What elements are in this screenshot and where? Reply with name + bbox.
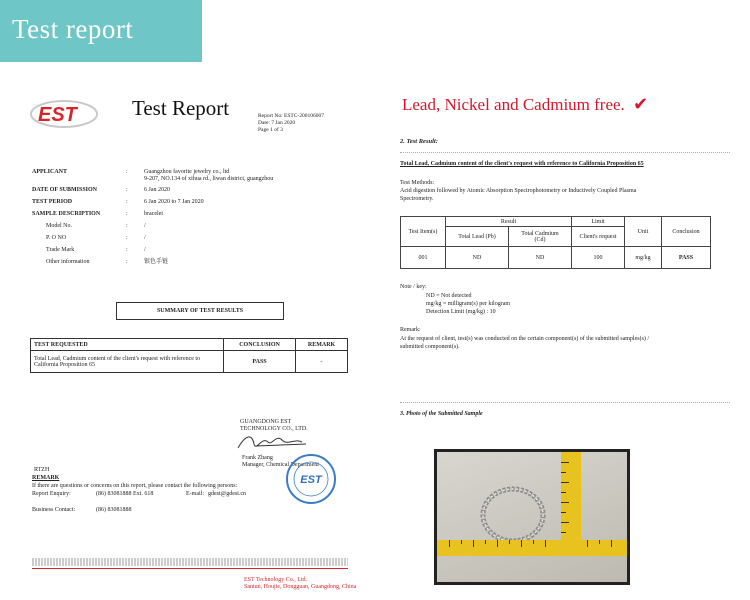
stamp-text: EST [300, 474, 322, 486]
report-number: Report No: ESTC-200106007 [258, 113, 324, 119]
field-label: DATE OF SUBMISSION [32, 187, 98, 193]
fine-print [32, 558, 348, 566]
test-report-page-1: EST Test Report Report No: ESTC-200106007 Date: 7 Jan 2020 Page 1 of 3 APPLICANT : Guangzhou favorite jewelry co., ltd 9-207, NO.134 of xihua rd., liwan district, guangzhou DATE OF SUBMISSION : 6 Jan 2020 TEST PERIOD : 6 Jan 2020 to 7 Jan 2020 SAMPLE DESCRIPTION : bracelet Model No. : / P. O NO : / Trade Mark : / Other information : 银色手链 SUMMARY OF TEST RESULTS TEST REQUESTED CONCLUSION REMARK Total Lead, Cadmium content of the client's request with reference to California Proposition 65 PASS - GUANGDONG EST TECHNOLOGY CO., LTD. Frank Zhang Manager, Chemical Department EST RTZH REMARK If there are questions or concerns on this report, please contact the following persons: Report Enquiry: (86) 83081888 Ext. 618 E-mail: gdest@gdest.cn Business Contact: (86) 83081888 EST Technology Co., Ltd. Santun, Houjie, Dongguan, Guangdong, China [14, 76, 368, 600]
field-label: P. O NO [46, 235, 67, 241]
ruler-horizontal [437, 540, 627, 556]
contact-label: Business Contact: [32, 507, 76, 513]
contact-email-label: E-mail: [186, 491, 204, 497]
cell-cadmium: ND [509, 247, 572, 269]
logo-text: EST [38, 104, 77, 126]
remark-title: Remark: [400, 327, 421, 333]
field-value: 9-207, NO.134 of xihua rd., liwan district, guangzhou [144, 176, 274, 182]
field-label: SAMPLE DESCRIPTION [32, 211, 101, 217]
field-label: TEST PERIOD [32, 199, 73, 205]
field-value: / [144, 247, 146, 253]
contact-value: (86) 83081888 Ext. 618 [96, 491, 154, 497]
footer-company: EST Technology Co., Ltd. [244, 577, 308, 583]
table-header: REMARK [296, 339, 348, 351]
field-value: Guangzhou favorite jewelry co., ltd [144, 169, 230, 175]
check-icon: ✔ [633, 94, 649, 114]
note-line: mg/kg = milligram(s) per kilogram [426, 301, 511, 307]
table-cell-conclusion: PASS [224, 351, 296, 373]
company-name: GUANGDONG EST [240, 419, 292, 425]
report-title: Test Report [132, 96, 230, 120]
th-cadmium [509, 227, 572, 247]
report-date: Date: 7 Jan 2020 [258, 120, 296, 126]
result-table [400, 216, 711, 269]
cell-lead: ND [446, 247, 509, 269]
summary-box [116, 302, 284, 320]
cell-item: 001 [401, 247, 446, 269]
th-item: Test Item(s) [401, 217, 446, 247]
headline [402, 94, 648, 115]
company-stamp [284, 452, 338, 506]
summary-title: SUMMARY OF TEST RESULTS [156, 308, 244, 314]
field-value: / [144, 235, 146, 241]
th-result: Result [446, 217, 572, 227]
note-line: Detection Limit (mg/kg) : 10 [426, 309, 496, 315]
sample-photo [434, 449, 630, 585]
field-label: Other information [46, 259, 90, 265]
company-name: TECHNOLOGY CO., LTD. [240, 426, 308, 432]
headline-text: Lead, Nickel and Cadmium free. [402, 95, 625, 114]
underlined-heading: Total Lead, Cadmium content of the client's request with reference to California Proposition 65 [400, 161, 644, 167]
th-cadmium-line1: Total Cadmium [521, 230, 559, 237]
section-3-title: 3. Photo of the Submitted Sample [400, 411, 483, 417]
est-logo [28, 96, 98, 132]
methods-line: Acid digestion followed by Atomic Absorption Spectrophotometry or Inductively Coupled Plasma [400, 188, 637, 194]
banner [0, 0, 202, 62]
field-value: / [144, 223, 146, 229]
contact-label: Report Enquiry: [32, 491, 71, 497]
banner-title: Test report [12, 14, 134, 44]
cell-conclusion: PASS [662, 247, 711, 269]
field-value: 6 Jan 2020 to 7 Jan 2020 [144, 199, 204, 205]
methods-line: Spectrometry. [400, 196, 434, 202]
th-lead: Total Lead (Pb) [446, 227, 509, 247]
note-line: ND = Not detected [426, 293, 472, 299]
signer-title: Manager, Chemical Department [242, 462, 319, 468]
table-header: TEST REQUESTED [31, 339, 224, 351]
field-value: 6 Jan 2020 [144, 187, 170, 193]
report-page: Page 1 of 3 [258, 127, 283, 133]
th-limit: Limit [572, 217, 625, 227]
field-label: Model No. [46, 223, 72, 229]
signer-name: Frank Zhang [242, 455, 273, 461]
th-client-request: Client's request [572, 227, 625, 247]
field-value: 银色手链 [144, 259, 169, 265]
table-cell-test: Total Lead, Cadmium content of the client's request with reference to California Proposition 65 [31, 351, 224, 373]
field-value: bracelet [144, 211, 163, 217]
remark-title: REMARK [32, 475, 60, 481]
test-report-page-2 [382, 76, 750, 600]
th-unit: Unit [625, 217, 662, 247]
remark-line: At the request of client, test(s) was conducted on the certain component(s) of the submitted samples(s) / [400, 336, 650, 342]
table-cell-remark: - [296, 351, 348, 373]
cell-limit: 100 [572, 247, 625, 269]
remark-line: submitted component(s). [400, 344, 460, 350]
signature [236, 430, 316, 454]
th-conclusion: Conclusion [662, 217, 711, 247]
methods-title: Test Methods: [400, 180, 435, 186]
footer-rule [32, 568, 348, 569]
contact-value: (86) 83081888 [96, 507, 132, 513]
footer-address: Santun, Houjie, Dongguan, Guangdong, China [244, 584, 357, 590]
rtzh-code: RTZH [34, 467, 50, 473]
ruler-vertical [561, 452, 581, 552]
remark-line: If there are questions or concerns on this report, please contact the following persons: [32, 483, 238, 489]
field-label: APPLICANT [32, 169, 68, 175]
cell-unit: mg/kg [625, 247, 662, 269]
section-2-title: 2. Test Result: [400, 138, 438, 145]
th-cadmium-line2: (Cd) [534, 236, 546, 243]
field-label: Trade Mark [46, 247, 75, 253]
results-table [30, 338, 348, 373]
note-title: Note / key: [400, 284, 427, 290]
table-header: CONCLUSION [224, 339, 296, 351]
contact-email: gdest@gdest.cn [208, 491, 247, 497]
